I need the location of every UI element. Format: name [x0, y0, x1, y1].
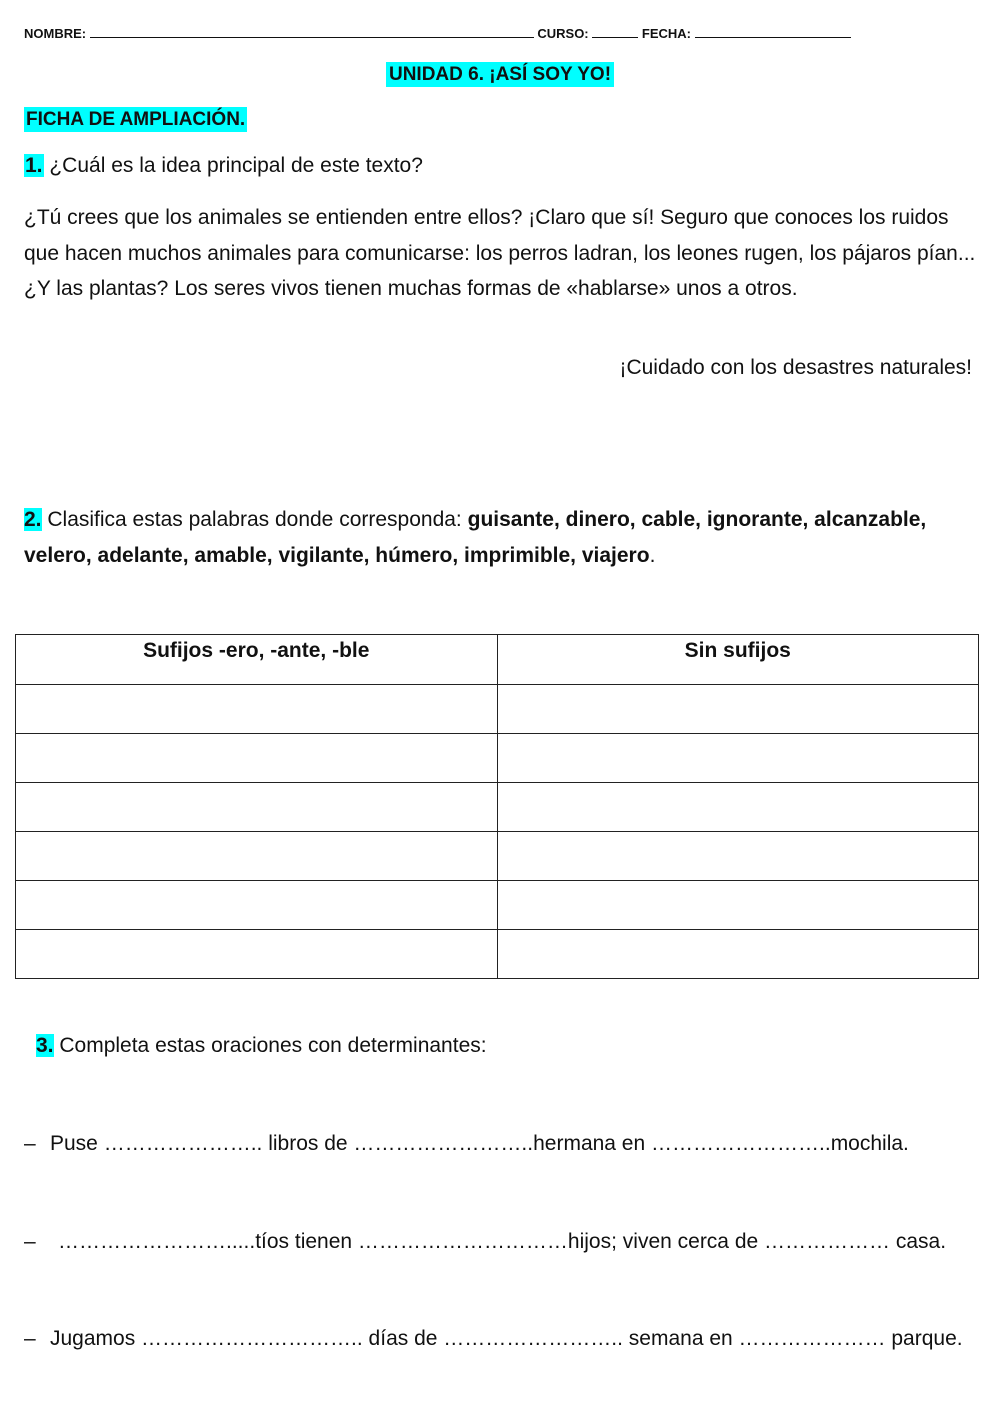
- answer-cell[interactable]: [16, 832, 498, 881]
- table-body: [16, 685, 979, 979]
- fecha-field[interactable]: [695, 26, 851, 38]
- answer-cell[interactable]: [16, 930, 498, 979]
- student-info-header: [24, 26, 851, 41]
- classification-table: [15, 634, 979, 979]
- blank-field[interactable]: ……………………..: [353, 1132, 534, 1155]
- blank-field[interactable]: ……………………..: [651, 1132, 831, 1155]
- answer-cell[interactable]: [16, 783, 498, 832]
- blank-field[interactable]: ……………………..: [443, 1327, 623, 1350]
- curso-field[interactable]: [592, 26, 638, 38]
- question-3-text: Completa estas oraciones con determinantes:: [59, 1034, 487, 1057]
- table-row: [16, 783, 979, 832]
- answer-cell[interactable]: [497, 685, 979, 734]
- curso-label: CURSO:: [537, 26, 589, 41]
- fecha-label: FECHA:: [641, 26, 691, 41]
- answer-cell[interactable]: [497, 930, 979, 979]
- table-row: [16, 685, 979, 734]
- blank-field[interactable]: …………………………..: [141, 1327, 363, 1350]
- answer-cell[interactable]: [497, 783, 979, 832]
- blank-field[interactable]: …………………..: [103, 1132, 263, 1155]
- question-2-number: 2.: [24, 508, 42, 531]
- blank-field[interactable]: ………………: [764, 1230, 891, 1253]
- table-row: [16, 734, 979, 783]
- question-1-number: 1.: [25, 154, 43, 177]
- reading-paragraph: ¿Tú crees que los animales se entienden entre ellos? ¡Claro que sí! Seguro que conoces los ruidos que hacen muchos animales para comunicarse: los perros ladran, los leones rugen, los pájaros pían... ¿Y las plantas? Los seres vivos tienen muchas formas de «hablarse» unos a otros.: [24, 206, 976, 300]
- table-header-no-suffixes: Sin sufijos: [497, 635, 979, 685]
- question-3: [36, 1034, 487, 1058]
- answer-cell[interactable]: [497, 881, 979, 930]
- blank-field[interactable]: …………………………: [357, 1230, 568, 1253]
- blank-field[interactable]: …………………….....: [58, 1230, 256, 1253]
- paragraph-note: ¡Cuidado con los desastres naturales!: [619, 356, 972, 379]
- table-row: [16, 930, 979, 979]
- nombre-label: NOMBRE:: [24, 26, 87, 41]
- question-1-text: ¿Cuál es la idea principal de este texto?: [49, 154, 423, 177]
- nombre-field[interactable]: [90, 26, 534, 38]
- question-2-words: guisante, dinero, cable, ignorante, alcanzable, velero, adelante, amable, vigilante, húmero, imprimible, viajero: [24, 508, 927, 567]
- answer-cell[interactable]: [16, 881, 498, 930]
- table-row: [16, 832, 979, 881]
- answer-cell[interactable]: [16, 685, 498, 734]
- question-3-number: 3.: [36, 1034, 54, 1057]
- table-row: [16, 881, 979, 930]
- answer-cell[interactable]: [497, 832, 979, 881]
- sentence-1: – Puse ………………….. libros de ……………………..hermana en ……………………..mochila.: [24, 1132, 909, 1155]
- table-header-suffixes: Sufijos -ero, -ante, -ble: [16, 635, 498, 685]
- question-2: 2. Clasifica estas palabras donde corresponda: guisante, dinero, cable, ignorante, alcanzable, velero, adelante, amable, vigilante, húmero, imprimible, viajero.: [24, 508, 927, 567]
- sentence-2: – …………………….....tíos tienen …………………………hijos; viven cerca de ……………… casa.: [24, 1230, 947, 1253]
- answer-cell[interactable]: [16, 734, 498, 783]
- page-title: UNIDAD 6. ¡ASÍ SOY YO!: [0, 64, 1000, 86]
- worksheet-subtitle: FICHA DE AMPLIACIÓN.: [26, 109, 246, 130]
- answer-cell[interactable]: [497, 734, 979, 783]
- question-2-text: Clasifica estas palabras donde corresponda:: [47, 508, 462, 531]
- sentence-3: – Jugamos ………………………….. días de …………………….. semana en ………………… parque.: [24, 1327, 963, 1350]
- blank-field[interactable]: …………………: [738, 1327, 886, 1350]
- question-1: [24, 154, 423, 178]
